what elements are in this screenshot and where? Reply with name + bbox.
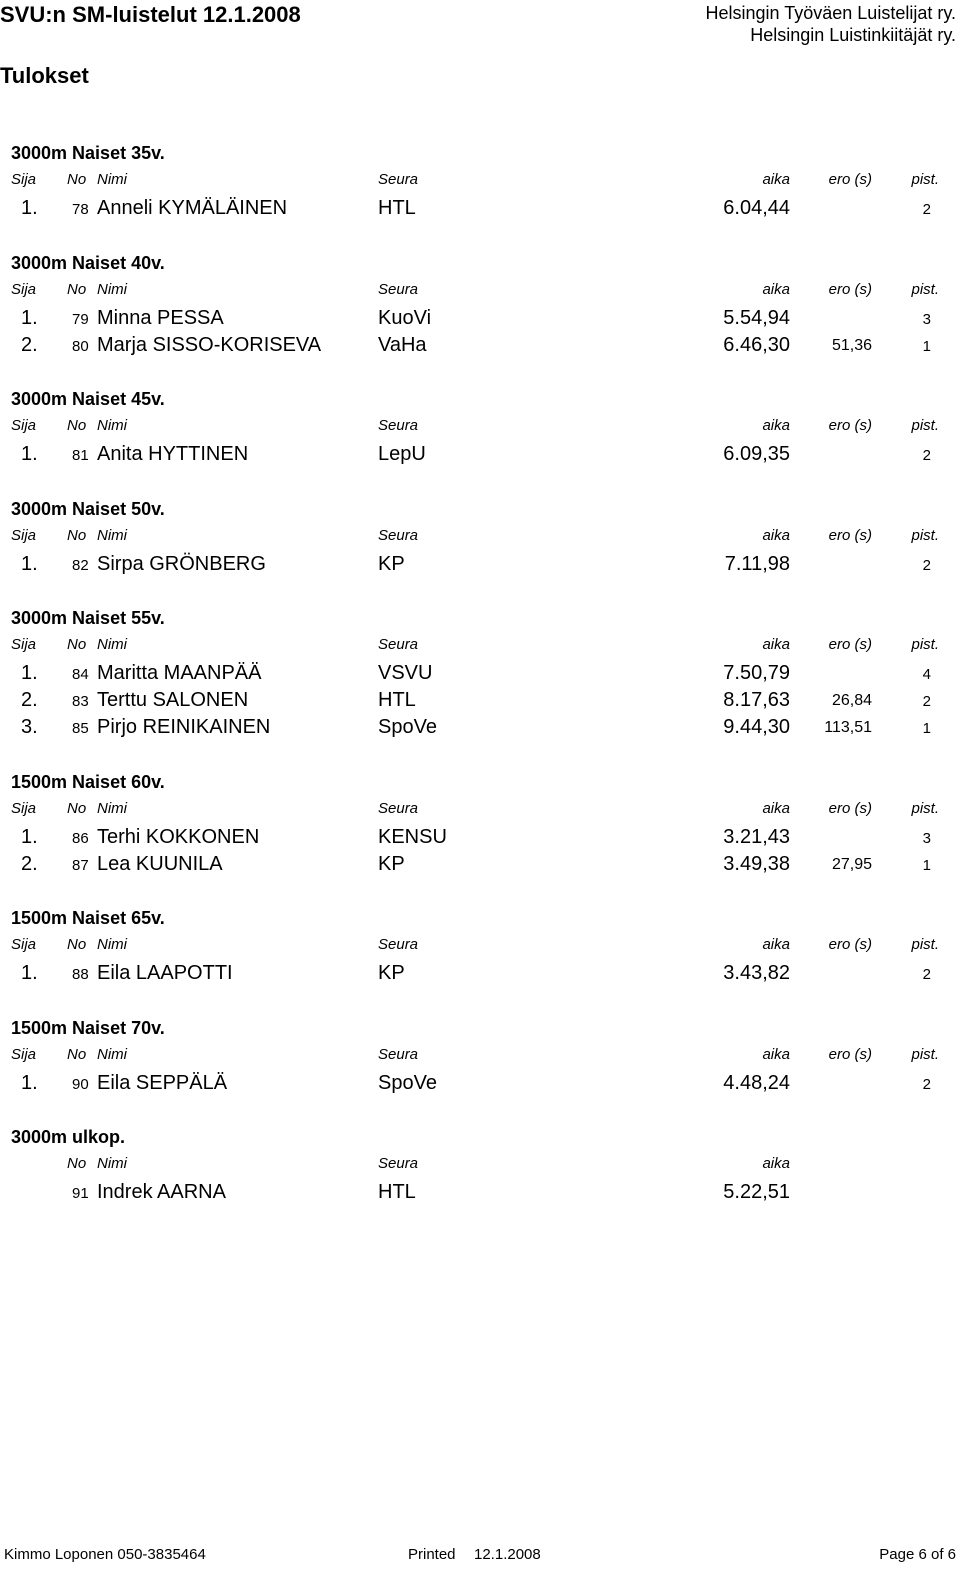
cell-sija: 1. [21, 553, 38, 575]
cell-seura: KP [378, 962, 405, 984]
column-header-row [0, 636, 960, 660]
column-header-seura: Seura [378, 936, 419, 953]
section-title: 3000m Naiset 40v. [11, 253, 165, 273]
cell-seura: KP [378, 853, 405, 875]
table-row [0, 197, 960, 221]
table-row [0, 853, 960, 877]
footer-author: Kimmo Loponen 050-3835464 [4, 1546, 206, 1563]
column-header-aika: aika [762, 171, 790, 188]
results-heading: Tulokset [0, 63, 89, 88]
column-header-ero: ero (s) [828, 1046, 872, 1063]
column-header-sija: Sija [11, 281, 37, 298]
cell-no: 85 [72, 720, 89, 737]
cell-no: 82 [72, 557, 89, 574]
section-title: 1500m Naiset 65v. [11, 908, 165, 928]
cell-aika: 5.54,94 [723, 307, 790, 329]
cell-no: 86 [72, 830, 89, 847]
column-header-no: No [67, 417, 87, 434]
cell-nimi: Eila LAAPOTTI [97, 962, 233, 984]
column-header-pist: pist. [911, 417, 939, 434]
cell-ero: 51,36 [831, 337, 872, 354]
column-header-row [0, 417, 960, 441]
section-title: 1500m Naiset 70v. [11, 1018, 165, 1038]
cell-nimi: Indrek AARNA [97, 1181, 226, 1203]
cell-nimi: Marja SISSO-KORISEVA [97, 334, 322, 356]
cell-seura: VSVU [378, 662, 433, 684]
section-title: 1500m Naiset 60v. [11, 772, 165, 792]
column-header-pist: pist. [911, 636, 939, 653]
column-header-row [0, 171, 960, 195]
cell-seura: KENSU [378, 826, 447, 848]
column-header-pist: pist. [911, 936, 939, 953]
cell-aika: 9.44,30 [723, 716, 790, 738]
footer-printed-label: Printed [408, 1546, 456, 1563]
cell-seura: KP [378, 553, 405, 575]
column-header-aika: aika [762, 936, 790, 953]
column-header-nimi: Nimi [97, 281, 127, 298]
column-header-no: No [67, 1155, 87, 1172]
footer-page-number: Page 6 of 6 [879, 1546, 956, 1563]
column-header-no: No [67, 936, 87, 953]
column-header-pist: pist. [911, 527, 939, 544]
cell-nimi: Lea KUUNILA [97, 853, 223, 875]
column-header-aika: aika [762, 417, 790, 434]
organizer-line-2: Helsingin Luistinkiitäjät ry. [750, 25, 956, 45]
cell-sija: 1. [21, 443, 38, 465]
column-header-nimi: Nimi [97, 936, 127, 953]
table-row [0, 689, 960, 713]
column-header-no: No [67, 636, 87, 653]
column-header-sija: Sija [11, 527, 37, 544]
cell-sija: 1. [21, 307, 38, 329]
section-title: 3000m ulkop. [11, 1127, 126, 1147]
cell-nimi: Sirpa GRÖNBERG [97, 553, 266, 575]
cell-no: 84 [72, 666, 89, 683]
table-row [0, 307, 960, 331]
cell-seura: KuoVi [378, 307, 432, 329]
cell-aika: 3.49,38 [723, 853, 790, 875]
column-header-no: No [67, 527, 87, 544]
column-header-pist: pist. [911, 800, 939, 817]
column-header-no: No [67, 281, 87, 298]
cell-sija: 1. [21, 962, 38, 984]
table-row [0, 662, 960, 686]
column-header-nimi: Nimi [97, 1046, 127, 1063]
cell-seura: HTL [378, 1181, 416, 1203]
cell-pist: 3 [922, 311, 931, 328]
column-header-seura: Seura [378, 800, 419, 817]
cell-pist: 3 [922, 830, 931, 847]
cell-nimi: Eila SEPPÄLÄ [97, 1072, 228, 1094]
column-header-sija: Sija [11, 1046, 37, 1063]
cell-pist: 2 [922, 693, 931, 710]
cell-nimi: Pirjo REINIKAINEN [97, 716, 271, 738]
cell-aika: 8.17,63 [723, 689, 790, 711]
cell-sija: 1. [21, 197, 38, 219]
cell-aika: 7.50,79 [723, 662, 790, 684]
column-header-sija: Sija [11, 800, 37, 817]
cell-nimi: Anita HYTTINEN [97, 443, 249, 465]
cell-sija: 2. [21, 689, 38, 711]
column-header-no: No [67, 171, 87, 188]
table-row [0, 443, 960, 467]
organizer-line-1: Helsingin Työväen Luistelijat ry. [705, 3, 956, 23]
column-header-row [0, 936, 960, 960]
table-row [0, 716, 960, 740]
column-header-aika: aika [762, 281, 790, 298]
column-header-seura: Seura [378, 281, 419, 298]
column-header-pist: pist. [911, 281, 939, 298]
section-title: 3000m Naiset 35v. [11, 143, 165, 163]
column-header-ero: ero (s) [828, 636, 872, 653]
cell-aika: 5.22,51 [723, 1181, 790, 1203]
cell-seura: HTL [378, 197, 416, 219]
column-header-sija: Sija [11, 417, 37, 434]
table-row [0, 826, 960, 850]
cell-ero: 27,95 [831, 856, 872, 873]
column-header-nimi: Nimi [97, 417, 127, 434]
cell-sija: 1. [21, 1072, 38, 1094]
cell-aika: 6.09,35 [723, 443, 790, 465]
column-header-seura: Seura [378, 636, 419, 653]
cell-no: 83 [72, 693, 89, 710]
cell-aika: 3.43,82 [723, 962, 790, 984]
cell-sija: 3. [21, 716, 38, 738]
cell-sija: 2. [21, 853, 38, 875]
column-header-seura: Seura [378, 1046, 419, 1063]
section-title: 3000m Naiset 55v. [11, 608, 165, 628]
column-header-ero: ero (s) [828, 800, 872, 817]
column-header-row [0, 527, 960, 551]
cell-no: 78 [72, 201, 89, 218]
cell-pist: 2 [922, 447, 931, 464]
cell-aika: 4.48,24 [723, 1072, 790, 1094]
cell-no: 90 [72, 1076, 89, 1093]
column-header-row [0, 1046, 960, 1070]
cell-no: 88 [72, 966, 89, 983]
cell-sija: 1. [21, 826, 38, 848]
cell-aika: 7.11,98 [724, 553, 790, 575]
cell-pist: 2 [922, 557, 931, 574]
column-header-aika: aika [762, 636, 790, 653]
column-header-seura: Seura [378, 417, 419, 434]
column-header-row [0, 281, 960, 305]
table-row [0, 962, 960, 986]
cell-seura: VaHa [378, 334, 427, 356]
cell-aika: 6.04,44 [723, 197, 790, 219]
cell-seura: SpoVe [378, 1072, 437, 1094]
cell-pist: 1 [922, 338, 931, 355]
document-title: SVU:n SM-luistelut 12.1.2008 [0, 2, 301, 27]
cell-pist: 2 [922, 201, 931, 218]
column-header-row [0, 1155, 960, 1179]
cell-seura: HTL [378, 689, 416, 711]
column-header-pist: pist. [911, 1046, 939, 1063]
footer-printed-date: 12.1.2008 [474, 1546, 541, 1563]
cell-aika: 6.46,30 [723, 334, 790, 356]
cell-no: 81 [72, 447, 89, 464]
column-header-ero: ero (s) [828, 417, 872, 434]
cell-nimi: Terttu SALONEN [97, 689, 249, 711]
cell-pist: 2 [922, 1076, 931, 1093]
column-header-nimi: Nimi [97, 800, 127, 817]
table-row [0, 1072, 960, 1096]
cell-nimi: Minna PESSA [97, 307, 224, 329]
column-header-seura: Seura [378, 527, 419, 544]
section-title: 3000m Naiset 45v. [11, 389, 165, 409]
section-title: 3000m Naiset 50v. [11, 499, 165, 519]
column-header-sija: Sija [11, 636, 37, 653]
cell-no: 79 [72, 311, 89, 328]
cell-no: 80 [72, 338, 89, 355]
cell-nimi: Anneli KYMÄLÄINEN [97, 197, 288, 219]
column-header-row [0, 800, 960, 824]
column-header-ero: ero (s) [828, 281, 872, 298]
column-header-nimi: Nimi [97, 636, 127, 653]
cell-pist: 2 [922, 966, 931, 983]
cell-pist: 1 [922, 720, 931, 737]
column-header-seura: Seura [378, 171, 419, 188]
table-row [0, 553, 960, 577]
cell-no: 91 [72, 1185, 89, 1202]
column-header-sija: Sija [11, 171, 37, 188]
column-header-nimi: Nimi [97, 171, 127, 188]
cell-nimi: Terhi KOKKONEN [97, 826, 260, 848]
table-row [0, 1181, 960, 1205]
column-header-aika: aika [762, 527, 790, 544]
cell-seura: SpoVe [378, 716, 437, 738]
column-header-aika: aika [762, 800, 790, 817]
cell-pist: 4 [922, 666, 931, 683]
column-header-no: No [67, 800, 87, 817]
cell-pist: 1 [922, 857, 931, 874]
column-header-pist: pist. [911, 171, 939, 188]
column-header-nimi: Nimi [97, 527, 127, 544]
cell-ero: 26,84 [831, 692, 872, 709]
cell-sija: 1. [21, 662, 38, 684]
cell-nimi: Maritta MAANPÄÄ [97, 662, 262, 684]
column-header-no: No [67, 1046, 87, 1063]
column-header-aika: aika [762, 1046, 790, 1063]
column-header-ero: ero (s) [828, 936, 872, 953]
column-header-ero: ero (s) [828, 527, 872, 544]
cell-sija: 2. [21, 334, 38, 356]
cell-no: 87 [72, 857, 89, 874]
column-header-nimi: Nimi [97, 1155, 127, 1172]
column-header-aika: aika [762, 1155, 790, 1172]
column-header-sija: Sija [11, 936, 37, 953]
cell-seura: LepU [378, 443, 426, 465]
table-row [0, 334, 960, 358]
cell-ero: 113,51 [824, 719, 872, 736]
cell-aika: 3.21,43 [723, 826, 790, 848]
column-header-seura: Seura [378, 1155, 419, 1172]
column-header-ero: ero (s) [828, 171, 872, 188]
